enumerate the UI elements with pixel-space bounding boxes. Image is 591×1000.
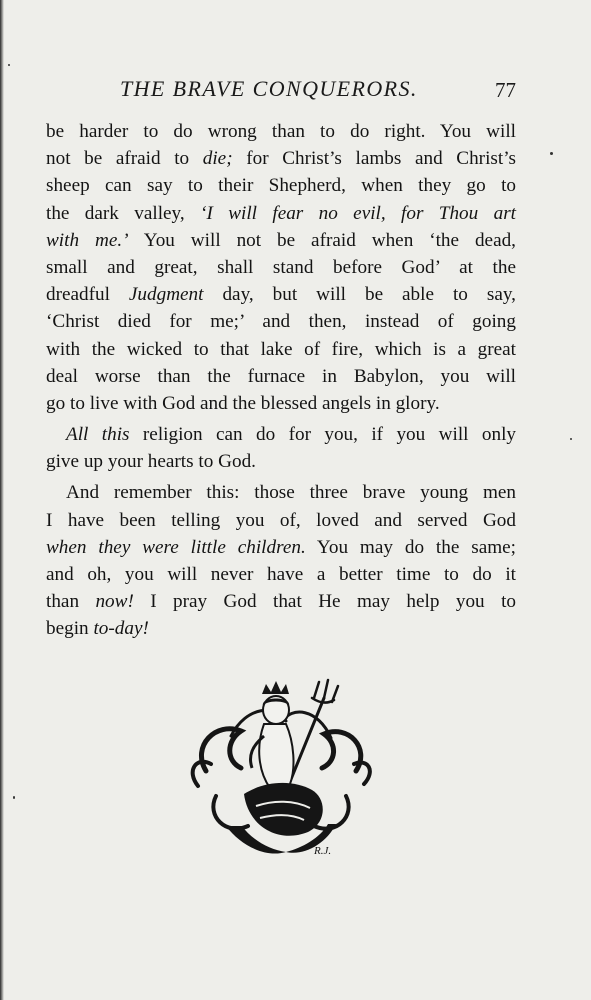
text-run: dreadful xyxy=(46,284,129,306)
text-run: be harder to do wrong than to do right. You will xyxy=(46,121,516,142)
vignette-signature: R.J. xyxy=(314,845,332,857)
text-run: religion can do for you, if you will only xyxy=(129,424,516,446)
italic-text: All this xyxy=(66,424,130,446)
text-line xyxy=(46,421,516,448)
dust-speck xyxy=(13,796,15,799)
italic-text: when they were little children. xyxy=(46,536,306,558)
text-line xyxy=(46,588,516,615)
text-run: I pray God that He may help you to xyxy=(133,591,516,613)
page-header xyxy=(46,76,516,106)
text-run: deal worse than the furnace in Babylon, you will xyxy=(46,365,516,387)
italic-text: to-day! xyxy=(93,618,149,640)
italic-text: ‘I will fear no evil, for Thou art xyxy=(200,202,516,224)
text-run: day, but will be able to say, xyxy=(203,284,516,306)
text-line xyxy=(46,308,516,335)
italic-text: with me.’ xyxy=(46,229,129,251)
text-line xyxy=(46,479,516,506)
text-line xyxy=(46,390,516,417)
text-line xyxy=(46,227,516,254)
page-edge-shadow xyxy=(0,0,4,1000)
page-number: 77 xyxy=(495,78,516,102)
running-head: THE BRAVE CONQUERORS. xyxy=(120,76,418,101)
text-run: You may do the same; xyxy=(305,536,516,558)
paragraph xyxy=(46,479,516,642)
text-run: and oh, you will never have a better time to do it xyxy=(46,564,516,585)
text-line xyxy=(46,336,516,363)
dust-speck xyxy=(8,64,10,66)
text-line xyxy=(46,281,516,308)
text-line xyxy=(46,363,516,390)
text-line xyxy=(46,200,516,227)
text-run: give up your hearts to God. xyxy=(46,451,256,473)
text-run: with the wicked to that lake of fire, which is a great xyxy=(46,338,516,360)
text-run: begin xyxy=(46,618,94,640)
paragraph xyxy=(46,421,516,475)
text-line xyxy=(46,615,516,642)
text-run: You will not be afraid when ‘the dead, xyxy=(128,229,516,251)
dust-speck xyxy=(550,152,553,155)
text-run: go to live with God and the blessed angels in glory. xyxy=(46,392,440,414)
paragraph xyxy=(46,118,516,417)
text-run: sheep can say to their Shepherd, when they go to xyxy=(46,175,516,197)
text-run: And remember this: those three brave young men xyxy=(66,482,516,504)
italic-text: Judgment xyxy=(128,284,204,306)
text-run: not be afraid to xyxy=(46,148,203,170)
body-text xyxy=(46,118,516,643)
text-line xyxy=(46,254,516,281)
dust-speck xyxy=(570,438,572,440)
italic-text: now! xyxy=(95,591,134,613)
text-line xyxy=(46,118,516,145)
cherub-with-trident-on-shell-icon xyxy=(186,676,376,866)
text-run: than xyxy=(46,591,96,613)
text-line xyxy=(46,145,516,172)
italic-text: die; xyxy=(202,148,233,170)
text-line xyxy=(46,534,516,561)
text-line xyxy=(46,561,516,588)
text-run: I have been telling you of, loved and served God xyxy=(46,509,516,531)
text-run: for Christ’s lambs and Christ’s xyxy=(232,148,516,170)
text-line xyxy=(46,507,516,534)
text-run: ‘Christ died for me;’ and then, instead of going xyxy=(46,311,516,333)
text-line xyxy=(46,448,516,475)
text-run: small and great, shall stand before God’ at the xyxy=(46,256,516,278)
text-line xyxy=(46,172,516,199)
text-run: the dark valley, xyxy=(46,202,201,224)
